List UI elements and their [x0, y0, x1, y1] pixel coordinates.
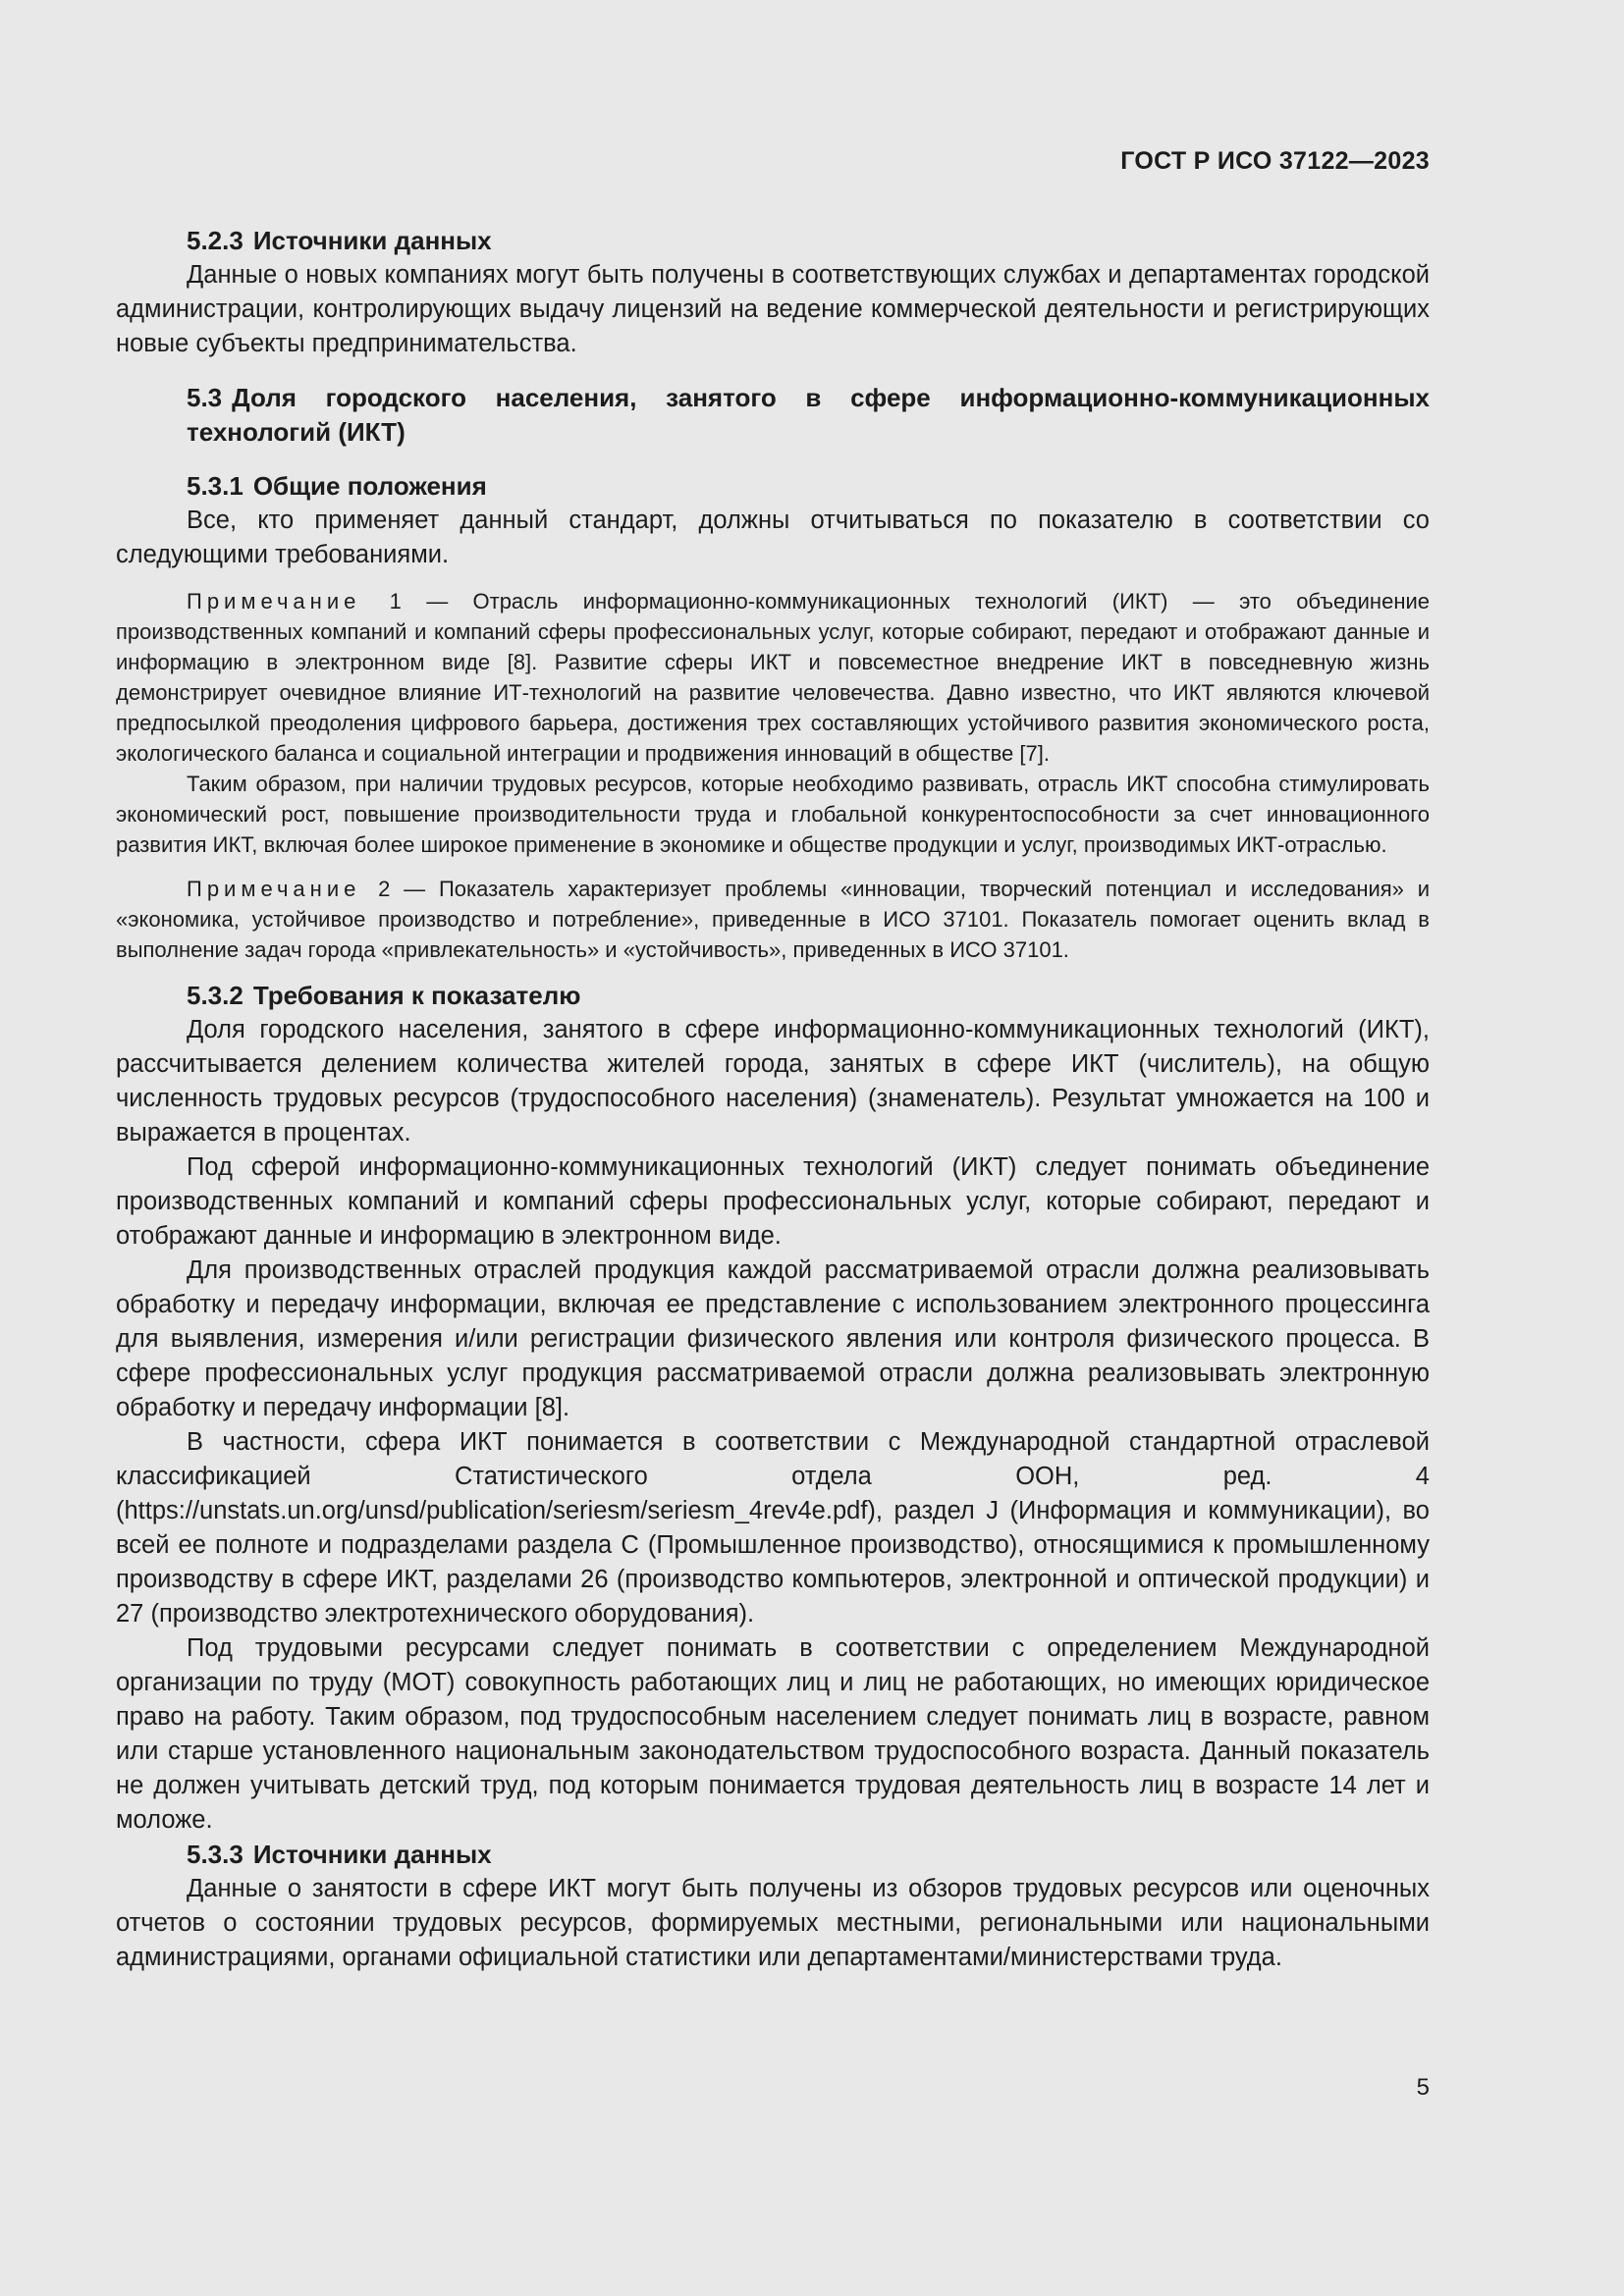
- section-heading-5-2-3: [116, 224, 1430, 258]
- paragraph: Под сферой информационно-коммуникационных технологий (ИКТ) следует понимать объединение производственных компаний и компаний сферы профессиональных услуг, которые собирают, передают и отображают данные и информацию в электронном виде.: [116, 1153, 1430, 1250]
- section-number: 5.2.3: [187, 226, 244, 255]
- note-2: [116, 874, 1430, 965]
- section-title: Источники данных: [252, 226, 492, 255]
- section-heading-5-3-1: [116, 469, 1430, 504]
- section-number: 5.3.2: [187, 981, 244, 1010]
- paragraph: Под трудовыми ресурсами следует понимать в соответствии с определением Международной организации по труду (МОТ) совокупность работающих лиц и лиц не работающих, но имеющих юридическое право на работу. Таким образом, под трудоспособным населением следует понимать лиц в возрасте, равном или старше установленного национальным законодательством трудоспособного возраста. Данный показатель не должен учитывать детский труд, под которым понимается трудовая деятельность лиц в возрасте 14 лет и моложе.: [116, 1634, 1430, 1834]
- section-title: Источники данных: [252, 1840, 492, 1869]
- paragraph: В частности, сфера ИКТ понимается в соответствии с Международной стандартной отраслевой классификацией Статистического отдела ООН, ред. 4 (https://unstats.un.org/unsd/publication/seriesm/seriesm_4rev4e.pdf), раздел J (Информация и коммуникации), во всей ее полноте и подразделами раздела С (Промышленное производство), относящимися к промышленному производству в сфере ИКТ, разделами 26 (производство компьютеров, электронной и оптической продукции) и 27 (производство электротехнического оборудования).: [116, 1428, 1430, 1628]
- section-number: 5.3.3: [187, 1840, 244, 1869]
- section-number: 5.3.1: [187, 471, 244, 501]
- section-number: 5.3: [187, 383, 223, 412]
- note-label: Примечание: [187, 589, 361, 614]
- section-title: Доля городского населения, занятого в сфере информационно-коммуникационных технологий (ИКТ): [187, 383, 1430, 447]
- section-heading-5-3: [116, 381, 1430, 450]
- paragraph: Все, кто применяет данный стандарт, должны отчитываться по показателю в соответствии со следующими требованиями.: [116, 507, 1430, 568]
- paragraph: Для производственных отраслей продукция каждой рассматриваемой отрасли должна реализовывать обработку и передачу информации, включая ее представление с использованием электронного процессинга для выявления, измерения и/или регистрации физического явления или контроля физического процесса. В сфере профессиональных услуг продукция рассматриваемой отрасли должна реализовывать электронную обработку и передачу информации [8].: [116, 1256, 1430, 1421]
- section-title: Общие положения: [252, 471, 487, 501]
- document-body: [116, 224, 1430, 1975]
- note-1-continuation: Таким образом, при наличии трудовых ресурсов, которые необходимо развивать, отрасль ИКТ способна стимулировать экономический рост, повышение производительности труда и глобальной конкурентоспособности за счет инновационного развития ИКТ, включая более широкое применение в экономике и обществе продукции и услуг, производимых ИКТ-отраслью.: [116, 772, 1430, 857]
- note-text: 1 — Отрасль информационно-коммуникационных технологий (ИКТ) — это объединение производственных компаний и компаний сферы профессиональных услуг, которые собирают, передают и отображают данные и информацию в электронном виде [8]. Развитие сферы ИКТ и повсеместное внедрение ИКТ в повседневную жизнь демонстрирует очевидное влияние ИТ-технологий на развитие человечества. Давно известно, что ИКТ являются ключевой предпосылкой преодоления цифрового барьера, достижения трех составляющих устойчивого развития экономического роста, экологического баланса и социальной интеграции и продвижения инноваций в обществе [7].: [116, 589, 1430, 766]
- note-text: 2 — Показатель характеризует проблемы «инновации, творческий потенциал и исследования» и «экономика, устойчивое производство и потребление», приведенные в ИСО 37101. Показатель помогает оценить вклад в выполнение задач города «привлекательность» и «устойчивость», приведенных в ИСО 37101.: [116, 877, 1430, 962]
- note-1: [116, 586, 1430, 769]
- section-heading-5-3-3: [116, 1838, 1430, 1872]
- page-number: 5: [1416, 2074, 1430, 2101]
- standard-code-header: ГОСТ Р ИСО 37122—2023: [1120, 147, 1430, 175]
- section-title: Требования к показателю: [252, 981, 581, 1010]
- note-label: Примечание: [187, 877, 361, 901]
- paragraph: Доля городского населения, занятого в сфере информационно-коммуникационных технологий (ИКТ), рассчитывается делением количества жителей города, занятых в сфере ИКТ (числитель), на общую численность трудовых ресурсов (трудоспособного населения) (знаменатель). Результат умножается на 100 и выражается в процентах.: [116, 1016, 1430, 1147]
- paragraph: Данные о новых компаниях могут быть получены в соответствующих службах и департаментах городской администрации, контролирующих выдачу лицензий на ведение коммерческой деятельности и регистрирующих новые субъекты предпринимательства.: [116, 261, 1430, 357]
- section-heading-5-3-2: [116, 979, 1430, 1013]
- paragraph: Данные о занятости в сфере ИКТ могут быть получены из обзоров трудовых ресурсов или оценочных отчетов о состоянии трудовых ресурсов, формируемых местными, региональными или национальными администрациями, органами официальной статистики или департаментами/министерствами труда.: [116, 1875, 1430, 1971]
